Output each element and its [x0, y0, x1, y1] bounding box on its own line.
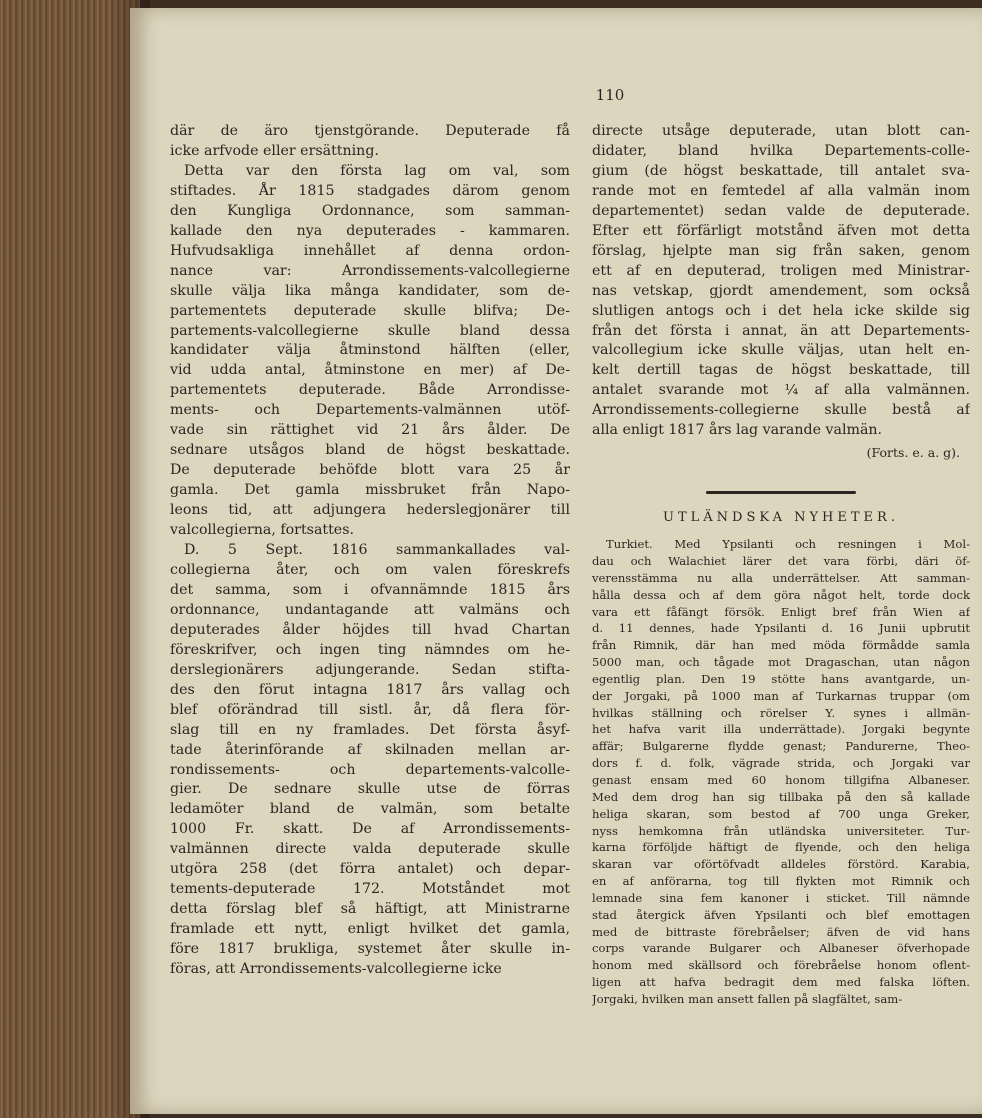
- text-line: alla enligt 1817 års lag varande valmän.: [592, 422, 883, 439]
- text-line: gium (de högst beskattade, till antalet sva-: [592, 162, 970, 179]
- text-line: hvilkas ställning och rörelser Y. synes i allmän-: [592, 705, 970, 720]
- right-column: [592, 122, 970, 1008]
- text-line: didater, bland hvilka Departements-colle-: [592, 142, 970, 159]
- text-line: heliga skaran, som bestod af 700 unga Greker,: [592, 806, 970, 821]
- text-line: rondissements- och departements-valcolle-: [170, 761, 570, 778]
- text-line: 1000 Fr. skatt. De af Arrondissements-: [170, 821, 570, 838]
- text-line: detta förslag blef så häftigt, att Ministrarne: [170, 901, 570, 918]
- text-line: ments- och Departements-valmännen utöf-: [170, 402, 570, 419]
- text-line: partementets deputerade skulle blifva; De-: [170, 302, 570, 319]
- text-line: ett af en deputerad, troligen med Ministrar-: [592, 262, 970, 279]
- text-line: med de bittraste förebråelser; äfven de vid hans: [592, 924, 970, 939]
- text-line: ordonnance, undantagande att valmäns och: [170, 601, 570, 618]
- left-column: [170, 122, 570, 980]
- text-line: kelt dertill tagas de högst beskattade, till: [592, 362, 970, 379]
- text-line: valcollegierna, fortsattes.: [170, 522, 354, 539]
- text-line: nance var: Arrondissements-valcollegierne: [170, 262, 570, 279]
- text-line: tements-deputerade 172. Motståndet mot: [170, 881, 570, 898]
- text-line: directe utsåge deputerade, utan blott can-: [592, 123, 970, 139]
- text-line: der Jorgaki, på 1000 man af Turkarnas truppar (om: [592, 688, 970, 703]
- text-line: kallade den nya deputerades - kammaren.: [170, 222, 570, 239]
- text-line: ligen att hafva bedragit dem med falska löften.: [592, 975, 970, 990]
- text-line: collegierna åter, och om valen föreskrefs: [170, 561, 570, 578]
- text-line: Detta var den första lag om val, som: [184, 162, 570, 179]
- text-line: deputerades ålder höjdes till hvad Chartan: [170, 621, 570, 638]
- text-line: De deputerade behöfde blott vara 25 år: [170, 462, 570, 479]
- text-line: honom med skällsord och förebråelse honom oflent-: [592, 958, 970, 973]
- text-line: gamla. Det gamla missbruket från Napo-: [170, 482, 570, 499]
- text-line: vid udda antal, åtminstone en mer) af De-: [170, 362, 570, 379]
- text-line: Efter ett förfärligt motstånd äfven mot detta: [592, 222, 970, 239]
- text-line: dau och Walachiet lärer det vara förbi, däri öf-: [592, 554, 970, 568]
- text-line: corps varande Bulgarer och Albaneser öfverhopade: [592, 941, 970, 956]
- text-line: framlade ett nytt, enligt hvilket det gamla,: [170, 921, 570, 938]
- text-line: ledamöter bland de valmän, som betalte: [170, 801, 570, 818]
- text-line: föras, att Arrondissements-valcollegierne icke: [170, 961, 502, 978]
- text-line: valmännen directe valda deputerade skulle: [170, 841, 570, 858]
- text-line: stad återgick äfven Ypsilanti och blef emottagen: [592, 907, 970, 922]
- text-line: från det första i annat, än att Departements-: [592, 322, 970, 339]
- text-line: där de äro tjenstgörande. Deputerade få: [170, 123, 570, 139]
- page-number: 110: [595, 86, 625, 104]
- text-line: sednare utsågos bland de högst beskattade.: [170, 442, 570, 459]
- text-line: stiftades. År 1815 stadgades därom genom: [170, 182, 570, 199]
- text-line: den Kungliga Ordonnance, som samman-: [170, 202, 570, 219]
- text-line: det samma, som i ofvannämnde 1815 års: [170, 581, 570, 598]
- text-line: från Rimnik, där han med möda förmådde samla: [592, 638, 970, 653]
- text-line: lemnade sina fem kanoner i sticket. Till nämnde: [592, 890, 970, 905]
- attribution: (Forts. e. a. g).: [866, 445, 960, 461]
- text-line: hålla dessa och af dem göra något helt, torde dock: [592, 587, 970, 602]
- text-line: gier. De sednare skulle utse de förras: [170, 781, 570, 798]
- text-line: egentlig plan. Den 19 stötte hans avantgarde, un-: [592, 671, 970, 686]
- text-line: skulle välja lika många kandidater, som de-: [170, 282, 570, 299]
- text-line: dors f. d. folk, vägrade strida, och Jorgaki var: [592, 756, 970, 771]
- text-line: slag till en ny framlades. Det första åsyf-: [170, 721, 570, 738]
- text-line: 5000 man, och tågade mot Dragaschan, utan någon: [592, 655, 970, 670]
- book-page: [130, 8, 982, 1114]
- news-column: [592, 536, 970, 1008]
- text-line: rande mot en femtedel af alla valmän inom: [592, 182, 970, 199]
- text-line: antalet svarande mot ¼ af alla valmännen.: [592, 382, 970, 399]
- text-line: utgöra 258 (det förra antalet) och depar-: [170, 861, 570, 878]
- text-line: icke arfvode eller ersättning.: [170, 142, 379, 159]
- text-line: affär; Bulgarerne flydde genast; Pandurerne, Theo-: [592, 739, 970, 754]
- text-line: kandidater välja åtminstond hälften (eller,: [170, 342, 570, 359]
- text-line: föreskrifver, och ingen ting nämndes om he-: [170, 641, 570, 658]
- text-line: vade sin rättighet vid 21 års ålder. De: [170, 422, 570, 439]
- right-column-text: [592, 122, 970, 441]
- text-line: slutligen antogs och i det hela icke skilde sig: [592, 302, 970, 319]
- text-line: Jorgaki, hvilken man ansett fallen på slagfältet, sam-: [592, 991, 903, 1006]
- text-line: D. 5 Sept. 1816 sammankallades val-: [184, 542, 570, 559]
- text-line: förslag, hjelpte man sig från saken, genom: [592, 242, 970, 259]
- text-line: Turkiet. Med Ypsilanti och resningen i Mol-: [606, 537, 970, 552]
- text-line: d. 11 dennes, hade Ypsilanti d. 16 Junii upbrutit: [592, 621, 970, 636]
- text-line: en af anförarna, tog till flykten mot Rimnik och: [592, 874, 970, 889]
- text-line: Med dem drog han sig tillbaka på den så kallade: [592, 789, 970, 804]
- section-divider: [706, 491, 856, 494]
- text-line: partements-valcollegierne skulle bland dessa: [170, 322, 570, 339]
- text-line: före 1817 brukliga, systemet åter skulle in-: [170, 941, 570, 958]
- text-line: partementets deputerade. Både Arrondisse-: [170, 382, 570, 399]
- text-line: nas vetskap, gjordt amendement, som också: [592, 282, 970, 299]
- text-line: des den förut intagna 1817 års vallag och: [170, 681, 570, 698]
- text-line: Hufvudsakliga innehållet af denna ordon-: [170, 242, 570, 259]
- text-line: derslegionärers adjungerande. Sedan stifta-: [170, 661, 570, 678]
- text-line: karna förföljde häftigt de flyende, och den heliga: [592, 840, 970, 855]
- text-line: nyss hemkomna från utländska universiteter. Tur-: [592, 823, 970, 838]
- text-line: skaran var oförtöfvadt alldeles förstörd. Karabia,: [592, 857, 970, 872]
- text-line: tade återinförande af skilnaden mellan ar-: [170, 741, 570, 758]
- text-line: verensstämma nu alla underrättelser. Att samman-: [592, 570, 970, 585]
- text-line: valcollegium icke skulle väljas, utan helt en-: [592, 342, 970, 359]
- text-line: leons tid, att adjungera hederslegjonärer till: [170, 502, 570, 519]
- section-heading: UTLÄNDSKA NYHETER.: [663, 510, 899, 526]
- text-line: blef oförändrad till sistl. år, då flera för-: [170, 701, 570, 718]
- text-line: Arrondissements-collegierne skulle bestå af: [592, 402, 970, 419]
- text-line: het hafva varit illa underrättade). Jorgaki begynte: [592, 722, 970, 737]
- text-line: departementet) sedan valde de deputerade.: [592, 202, 970, 219]
- text-line: genast ensam med 60 honom tillgifna Albaneser.: [592, 772, 970, 787]
- text-line: vara ett fåfängt försök. Enligt bref från Wien af: [592, 604, 970, 619]
